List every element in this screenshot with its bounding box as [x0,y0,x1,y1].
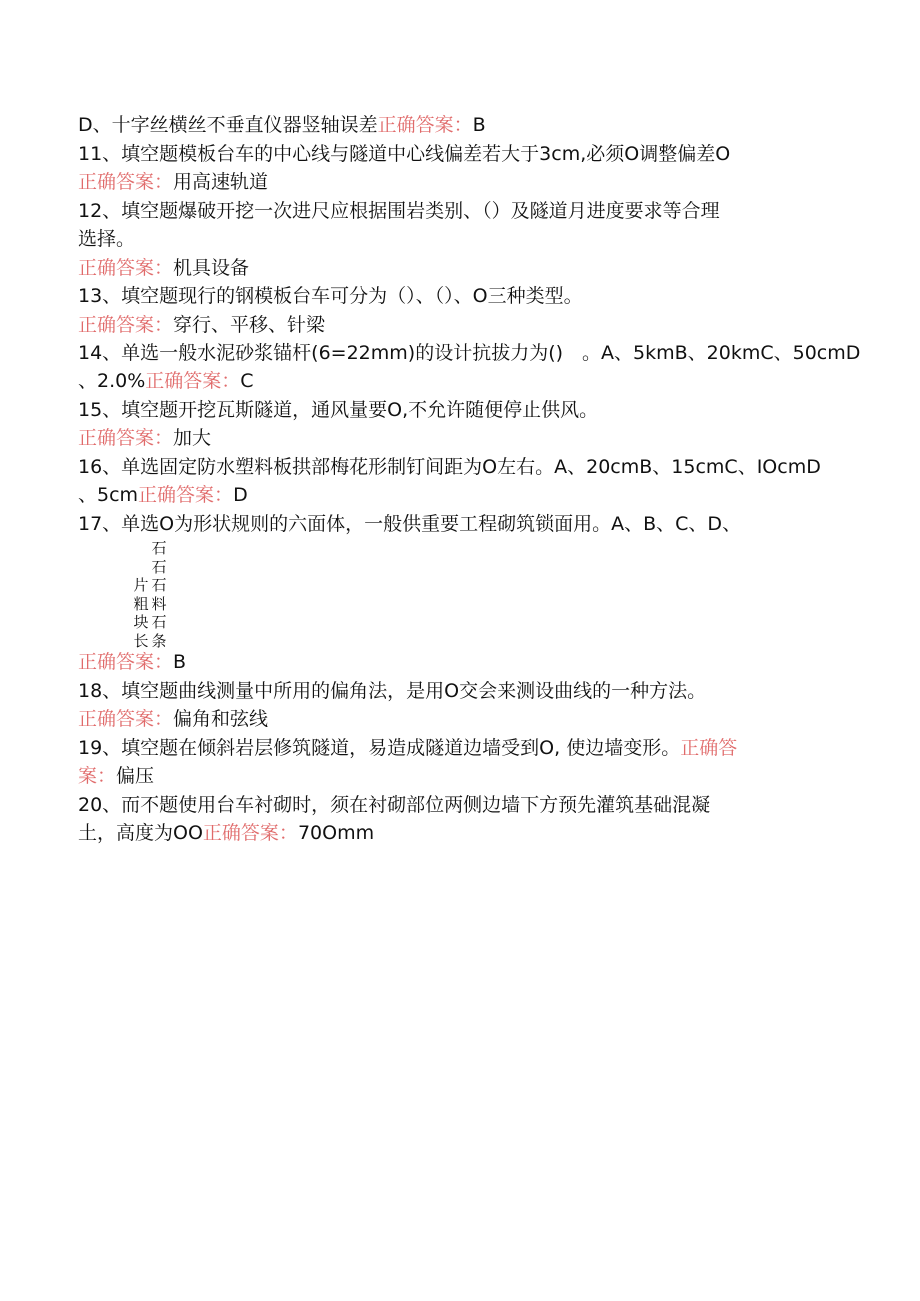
answer-label: 正确答案： [377,114,473,136]
answer-label: 正确答案： [138,484,234,506]
option-char: 石 [151,613,167,631]
answer-value: 加大 [173,427,212,449]
answer-value: D [233,484,248,506]
question-text: 19、填空题在倾斜岩层修筑隧道，易造成隧道边墙受到O, 使边墙变形。 [78,737,681,759]
question-text: 12、填空题爆破开挖一次进尺应根据围岩类别、（）及隧道月进度要求等合理 [78,200,720,222]
line-q15 [78,396,598,424]
line-q14-cont [78,367,254,395]
question-text: 15、填空题开挖瓦斯隧道，通风量要O,不允许随便停止供风。 [78,399,599,421]
answer-value: 穿行、平移、针梁 [173,314,326,336]
option-column-left [133,576,149,650]
question-text: 11、填空题模板台车的中心线与隧道中心线偏差若大于3cm,必须O调整偏差O [78,143,731,165]
question-text: 选择。 [78,228,136,250]
line-q13 [78,282,583,310]
line-q17 [78,510,741,538]
answer-label: 正确答案： [78,314,174,336]
line-q12 [78,197,720,225]
answer-value: B [173,651,187,673]
answer-value: 机具设备 [173,257,250,279]
answer-label: 正确答案： [78,427,174,449]
line-q11 [78,140,730,168]
line-q15-answer [78,424,211,452]
line-q14 [78,339,860,367]
option-char: 石 [151,557,167,576]
option-char: 石 [151,576,167,594]
line-q11-answer [78,168,268,196]
line-q12-answer [78,254,249,282]
option-char: 长 [133,631,149,650]
answer-label: 正确答案： [78,171,174,193]
answer-value: B [472,114,486,136]
answer-value: 偏角和弦线 [173,708,269,730]
line-q19 [78,734,737,762]
question-text: 土，高度为OO [78,822,203,844]
answer-label-part: 案： [78,765,117,787]
line-q16-cont [78,481,248,509]
line-q19-cont [78,762,154,790]
answer-value: C [240,370,254,392]
answer-label: 正确答案： [78,257,174,279]
line-q16 [78,453,821,481]
line-q13-answer [78,311,325,339]
question-text: 、2.0% [78,370,146,392]
line-q10-option-d [78,111,486,139]
option-char: 条 [151,631,167,650]
answer-value: 用高速轨道 [173,171,269,193]
question-text: 13、填空题现行的钢模板台车可分为（）、（）、O三种类型。 [78,285,583,307]
question-text: 16、单选固定防水塑料板拱部梅花形制钉间距为O左右。A、20cmB、15cmC、IOcmD [78,456,821,478]
question-text: D、十字丝横丝不垂直仪器竖轴误差 [78,114,378,136]
line-q20-cont [78,819,374,847]
line-q18 [78,677,706,705]
line-q20 [78,791,710,819]
q17-options-vertical [133,540,181,650]
answer-value: 70Omm [297,822,375,844]
option-char: 粗 [133,594,149,613]
answer-value: 偏压 [116,765,155,787]
option-char: 块 [133,613,149,631]
option-char: 片 [133,576,149,594]
question-text: 14、单选一般水泥砂浆锚杆(6=22mm)的设计抗拔力为() 。A、5kmB、20kmC、50cmD [78,342,861,364]
question-text: 20、而不题使用台车衬砌时，须在衬砌部位两侧边墙下方预先灌筑基础混凝 [78,794,711,816]
question-text: 17、单选O为形状规则的六面体，一般供重要工程砌筑锁面用。A、B、C、D、 [78,513,742,535]
answer-label: 正确答案： [202,822,298,844]
line-q17-answer [78,648,186,676]
option-char: 料 [151,594,167,613]
answer-label: 正确答案： [78,651,174,673]
answer-label: 正确答案： [78,708,174,730]
answer-label-part: 正确答 [680,737,738,759]
option-column-right [151,539,167,650]
line-q18-answer [78,705,268,733]
question-text: 18、填空题曲线测量中所用的偏角法，是用O交会来测设曲线的一种方法。 [78,680,707,702]
answer-label: 正确答案： [145,370,241,392]
line-q12-cont [78,225,135,253]
option-char: 石 [151,539,167,557]
question-text: 、5cm [78,484,139,506]
